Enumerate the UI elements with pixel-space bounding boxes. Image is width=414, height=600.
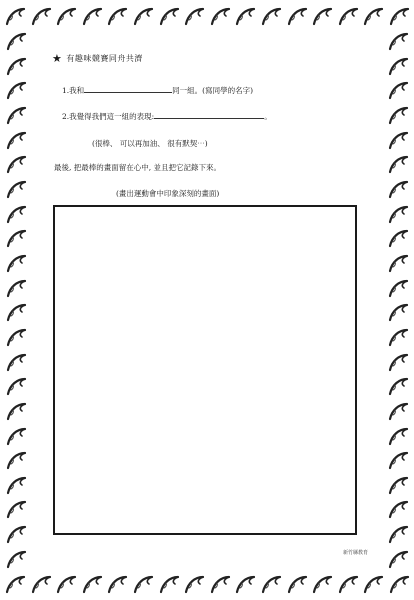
- swirl-icon: [5, 425, 27, 447]
- swirl-icon: [387, 178, 409, 200]
- swirl-icon: [5, 252, 27, 274]
- swirl-icon: [234, 5, 256, 27]
- swirl-icon: [311, 573, 333, 595]
- swirl-icon: [55, 573, 77, 595]
- swirl-icon: [286, 5, 308, 27]
- title-text: 有趣味競賽同舟共濟: [66, 54, 143, 63]
- worksheet-title: [52, 52, 143, 65]
- swirl-icon: [387, 55, 409, 77]
- border-top: [0, 0, 414, 32]
- footer-note: 新竹縣教育: [342, 550, 368, 556]
- swirl-icon: [183, 5, 205, 27]
- swirl-icon: [387, 104, 409, 126]
- swirl-icon: [387, 400, 409, 422]
- swirl-icon: [311, 5, 333, 27]
- swirl-icon: [387, 375, 409, 397]
- drawing-hint: (畫出運動會中印象深刻的畫面): [116, 189, 220, 198]
- swirl-icon: [387, 301, 409, 323]
- swirl-icon: [106, 573, 128, 595]
- swirl-icon: [5, 523, 27, 545]
- swirl-icon: [387, 153, 409, 175]
- border-right: [382, 30, 414, 570]
- swirl-icon: [5, 129, 27, 151]
- swirl-icon: [132, 573, 154, 595]
- swirl-icon: [5, 301, 27, 323]
- question-2-prefix: 2.我覺得我們這一組的表現:: [62, 112, 155, 121]
- swirl-icon: [387, 425, 409, 447]
- name-blank[interactable]: [84, 84, 172, 93]
- swirl-icon: [5, 375, 27, 397]
- question-1: [62, 84, 253, 96]
- swirl-icon: [388, 573, 410, 595]
- swirl-icon: [387, 449, 409, 471]
- swirl-icon: [388, 5, 410, 27]
- swirl-icon: [5, 178, 27, 200]
- swirl-icon: [5, 30, 27, 52]
- swirl-icon: [5, 474, 27, 496]
- swirl-icon: [5, 351, 27, 373]
- swirl-icon: [387, 79, 409, 101]
- performance-blank[interactable]: [154, 110, 264, 119]
- worksheet-content: [40, 40, 376, 560]
- swirl-icon: [387, 203, 409, 225]
- swirl-icon: [81, 573, 103, 595]
- swirl-icon: [30, 5, 52, 27]
- swirl-icon: [337, 573, 359, 595]
- swirl-icon: [362, 573, 384, 595]
- swirl-icon: [209, 573, 231, 595]
- swirl-icon: [337, 5, 359, 27]
- swirl-icon: [5, 227, 27, 249]
- swirl-icon: [158, 573, 180, 595]
- swirl-icon: [387, 129, 409, 151]
- swirl-icon: [4, 5, 26, 27]
- swirl-icon: [5, 55, 27, 77]
- question-2-suffix: 。: [264, 112, 272, 121]
- swirl-icon: [387, 326, 409, 348]
- swirl-icon: [132, 5, 154, 27]
- border-bottom: [0, 568, 414, 600]
- swirl-icon: [30, 573, 52, 595]
- swirl-icon: [5, 277, 27, 299]
- question-2: [62, 110, 272, 122]
- swirl-icon: [387, 227, 409, 249]
- question-1-suffix: 同一組。(寫同學的名字): [172, 86, 254, 95]
- swirl-icon: [260, 573, 282, 595]
- swirl-icon: [387, 252, 409, 274]
- swirl-icon: [5, 449, 27, 471]
- question-1-prefix: 1.我和: [62, 86, 85, 95]
- swirl-icon: [5, 326, 27, 348]
- swirl-icon: [81, 5, 103, 27]
- star-icon: ★: [52, 52, 63, 65]
- swirl-icon: [387, 351, 409, 373]
- swirl-icon: [4, 573, 26, 595]
- swirl-icon: [387, 474, 409, 496]
- swirl-icon: [234, 573, 256, 595]
- border-left: [0, 30, 32, 570]
- swirl-icon: [387, 523, 409, 545]
- swirl-icon: [5, 104, 27, 126]
- swirl-icon: [362, 5, 384, 27]
- swirl-icon: [387, 548, 409, 570]
- swirl-icon: [5, 498, 27, 520]
- swirl-icon: [5, 400, 27, 422]
- swirl-icon: [5, 153, 27, 175]
- instruction-text: 最後, 把最棒的畫面留在心中, 並且把它記錄下來。: [54, 163, 222, 172]
- drawing-area[interactable]: [53, 205, 357, 535]
- swirl-icon: [5, 548, 27, 570]
- swirl-icon: [183, 573, 205, 595]
- swirl-icon: [5, 203, 27, 225]
- swirl-icon: [55, 5, 77, 27]
- swirl-icon: [260, 5, 282, 27]
- swirl-icon: [387, 277, 409, 299]
- swirl-icon: [5, 79, 27, 101]
- swirl-icon: [387, 30, 409, 52]
- swirl-icon: [387, 498, 409, 520]
- answer-hint: (很棒、 可以再加油、 很有默契⋯): [92, 139, 208, 148]
- swirl-icon: [158, 5, 180, 27]
- swirl-icon: [286, 573, 308, 595]
- swirl-icon: [209, 5, 231, 27]
- swirl-icon: [106, 5, 128, 27]
